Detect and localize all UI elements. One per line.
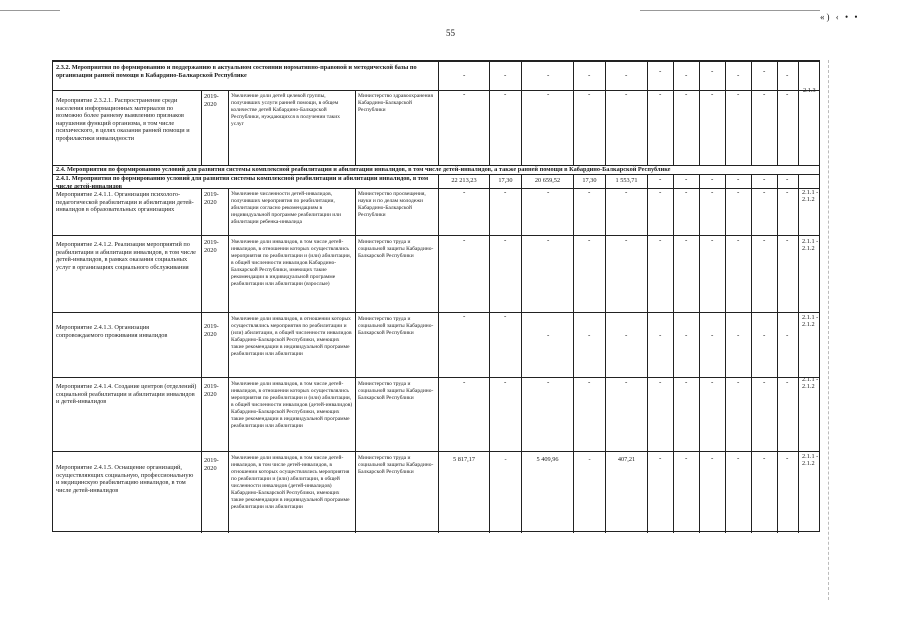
value-dash: -: [737, 175, 740, 183]
row-value: 5 817,17: [452, 456, 476, 463]
measure-executor: Министерство труда и социальной защиты Кабардино-Балкарской Республики: [358, 316, 434, 336]
measure-years: 2019- 2020: [204, 93, 219, 108]
measure-name: Мероприятие 2.4.1.5. Оснащение организаций, осуществляющих социальную, профессиональную и медицинскую реабилитацию инвалидов, в том числе детей-инвалидов: [56, 464, 194, 494]
value-dash: -: [659, 236, 662, 244]
measure-executor: Министерство труда и социальной защиты Кабардино-Балкарской Республики: [358, 381, 434, 401]
total-value: 1 553,71: [615, 177, 638, 184]
col-divider: [605, 61, 606, 165]
measure-years: 2019- 2020: [204, 457, 219, 472]
value-dash: -: [625, 236, 628, 244]
value-dash: -: [737, 71, 740, 79]
program-table: [52, 60, 820, 532]
value-dash: -: [763, 175, 766, 183]
margin-dash-line: [828, 60, 829, 600]
measure-years: 2019- 2020: [204, 383, 219, 398]
section-heading-2-4-1: 2.4.1. Мероприятия по формированию условий для развития системы комплексной реабилитации и абилитации инвалидов, в том числе детей-инвалидов: [56, 175, 429, 190]
total-value: 17,30: [498, 177, 513, 184]
value-dash: -: [504, 236, 507, 244]
col-divider: [699, 174, 700, 533]
row-value: 5 409,96: [536, 456, 559, 463]
value-dash: -: [786, 331, 789, 339]
section-heading-2-4: 2.4. Мероприятия по формированию условий для развития системы комплексной реабилитации и абилитации инвалидов, в том числе детей-инвалидов, а также ранней помощи в Кабардино-Балкарской Республике: [56, 166, 671, 173]
value-dash: -: [588, 188, 591, 196]
measure-indicator: Увеличение доли инвалидов, в том числе детей-инвалидов, в отношении которых осуществлялись мероприятия по реабилитации и (или) абилитации, в общей численности инвалидов Кабардино-Балкарской Республики, имеющих такие рекомендации в индивидуальной программе реабилитации или абилитации (взрослые): [231, 239, 352, 287]
value-dash: -: [737, 236, 740, 244]
value-dash: -: [588, 378, 591, 386]
col-divider: [355, 90, 356, 165]
measure-name: Мероприятие 2.3.2.1. Распространение среди населения информационных материалов по возможно более раннему выявлению признаков нарушения функций организма, в том числе психического, в целях оказания ранней помощи и профилактики инвалидности: [56, 97, 190, 142]
total-value: 22 213,23: [451, 177, 477, 184]
col-divider: [521, 174, 522, 533]
value-dash: -: [685, 175, 688, 183]
col-divider: [798, 61, 799, 165]
value-dash: -: [659, 454, 662, 462]
value-dash: -: [625, 188, 628, 196]
col-divider: [355, 188, 356, 533]
col-divider: [201, 90, 202, 165]
value-dash: -: [685, 331, 688, 339]
col-divider: [725, 61, 726, 165]
value-dash: -: [588, 236, 591, 244]
measure-indicator: Увеличение численности детей-инвалидов, получивших мероприятия по реабилитации, абилитации согласно рекомендациям в индивидуальной программе реабилитации или абилитации ребенка-инвалида: [231, 191, 341, 225]
col-divider: [438, 174, 439, 533]
value-dash: -: [504, 71, 507, 79]
col-divider: [751, 61, 752, 165]
measure-name: Мероприятие 2.4.1.1. Организация психолого-педагогической реабилитации и абилитации детей-инвалидов в образовательных организациях: [56, 191, 194, 214]
measure-years: 2019- 2020: [204, 239, 219, 254]
value-dash: -: [711, 378, 714, 386]
value-dash: -: [463, 188, 466, 196]
value-dash: -: [737, 454, 740, 462]
value-dash: -: [737, 378, 740, 386]
value-dash: -: [625, 90, 628, 98]
value-dash: -: [659, 188, 662, 196]
value-dash: -: [786, 71, 789, 79]
value-dash: -: [737, 331, 740, 339]
row-divider: [53, 451, 819, 452]
value-dash: -: [547, 331, 550, 339]
value-dash: -: [659, 90, 662, 98]
value-dash: -: [737, 188, 740, 196]
value-dash: -: [786, 90, 789, 98]
measure-executor: Министерство труда и социальной защиты Кабардино-Балкарской Республики: [358, 455, 434, 475]
corner-mark: «) ‹ • •: [820, 12, 860, 22]
indicator-code: 2.1.1 - 2.1.2: [802, 453, 819, 467]
value-dash: -: [463, 236, 466, 244]
col-divider: [777, 61, 778, 165]
row-divider: [53, 377, 819, 378]
page-number: 55: [446, 28, 455, 38]
row-value: -: [504, 456, 507, 463]
value-dash: -: [463, 71, 466, 79]
value-dash: -: [504, 90, 507, 98]
measure-years: 2019- 2020: [204, 323, 219, 338]
value-dash: -: [659, 331, 662, 339]
col-divider: [489, 61, 490, 165]
value-dash: -: [588, 331, 591, 339]
value-dash: -: [763, 67, 766, 75]
value-dash: -: [763, 90, 766, 98]
col-divider: [673, 61, 674, 165]
row-value: 407,21: [617, 456, 636, 463]
value-dash: -: [547, 236, 550, 244]
col-divider: [228, 188, 229, 533]
indicator-code: 2.1.1 - 2.1.2: [802, 314, 819, 328]
value-dash: -: [685, 188, 688, 196]
value-dash: -: [504, 378, 507, 386]
top-border-line: [0, 10, 60, 11]
value-dash: -: [711, 175, 714, 183]
value-dash: -: [463, 90, 466, 98]
value-dash: -: [504, 188, 507, 196]
value-dash: -: [711, 236, 714, 244]
col-divider: [699, 61, 700, 165]
measure-name: Мероприятие 2.4.1.3. Организация сопровождаемого проживания инвалидов: [56, 324, 168, 339]
indicator-code: 2.1.1 - 2.1.2: [802, 238, 819, 252]
measure-years: 2019- 2020: [204, 191, 219, 206]
col-divider: [228, 90, 229, 165]
total-value: 20 659,52: [534, 177, 561, 184]
measure-executor: Министерство просвещения, науки и по делам молодежи Кабардино-Балкарской Республики: [358, 191, 426, 218]
row-divider: [53, 235, 819, 236]
section-heading-2-3-2: 2.3.2. Мероприятия по формированию и поддержанию в актуальном состоянии нормативно-правовой и методической базы по организации ранней помощи в Кабардино-Балкарской Республике: [56, 64, 417, 79]
value-dash: -: [711, 188, 714, 196]
value-dash: -: [786, 188, 789, 196]
value-dash: -: [659, 378, 662, 386]
indicator-code: 2.1.1 - 2.1.2: [802, 189, 819, 203]
value-dash: -: [763, 331, 766, 339]
value-dash: -: [685, 378, 688, 386]
value-dash: -: [625, 378, 628, 386]
col-divider: [201, 188, 202, 533]
value-dash: -: [786, 175, 789, 183]
col-divider: [673, 174, 674, 533]
value-dash: -: [685, 454, 688, 462]
col-divider: [489, 174, 490, 533]
measure-executor: Министерство здравоохранения Кабардино-Балкарской Республики: [358, 93, 434, 113]
indicator-code: 2.1.3: [803, 87, 816, 94]
value-dash: -: [711, 67, 714, 75]
row-divider: [53, 61, 819, 62]
value-dash: -: [588, 71, 591, 79]
col-divider: [573, 174, 574, 533]
top-border-line: [640, 10, 820, 11]
value-dash: -: [659, 67, 662, 75]
indicator-code: 2.1.1 - 2.1.2: [802, 376, 819, 390]
value-dash: -: [504, 312, 507, 320]
total-value: 17,30: [582, 177, 597, 184]
value-dash: -: [763, 188, 766, 196]
value-dash: -: [547, 188, 550, 196]
value-dash: -: [786, 454, 789, 462]
value-dash: -: [463, 378, 466, 386]
col-divider: [647, 61, 648, 165]
col-divider: [798, 174, 799, 533]
value-dash: -: [625, 331, 628, 339]
value-dash: -: [685, 236, 688, 244]
value-dash: -: [659, 175, 662, 183]
measure-name: Мероприятие 2.4.1.4. Создание центров (отделений) социальной реабилитации и абилитации инвалидов и детей-инвалидов: [56, 383, 197, 406]
value-dash: -: [711, 331, 714, 339]
value-dash: -: [547, 378, 550, 386]
value-dash: -: [547, 90, 550, 98]
value-dash: -: [685, 90, 688, 98]
value-dash: -: [786, 378, 789, 386]
measure-indicator: Увеличение доли инвалидов, в отношении которых осуществлялись мероприятия по реабилитации и (или) абилитации, в общей численности инвалидов Кабардино-Балкарской Республики, имеющих такие рекомендации в индивидуальной программе реабилитации или абилитации: [231, 316, 352, 357]
value-dash: -: [625, 71, 628, 79]
col-divider: [573, 61, 574, 165]
measure-executor: Министерство труда и социальной защиты Кабардино-Балкарской Республики: [358, 239, 434, 259]
col-divider: [438, 61, 439, 165]
row-divider: [53, 90, 819, 91]
col-divider: [777, 174, 778, 533]
col-divider: [725, 174, 726, 533]
value-dash: -: [763, 454, 766, 462]
value-dash: -: [763, 236, 766, 244]
value-dash: -: [588, 90, 591, 98]
measure-indicator: Увеличение доли инвалидов, в том числе детей-инвалидов, в отношении которых осуществлялись мероприятия по реабилитации и (или) абилитации, в общей численности инвалидов (детей-инвалидов) Кабардино-Балкарской Республики, имеющих такие рекомендации в индивидуальной программе реабилитации или абилитации: [231, 381, 353, 429]
measure-name: Мероприятие 2.4.1.2. Реализация мероприятий по реабилитации и абилитации инвалидов, в том числе детей-инвалидов, в рамках оказания социальных услуг в организациях социального обслуживания: [56, 241, 196, 271]
col-divider: [647, 174, 648, 533]
col-divider: [751, 174, 752, 533]
col-divider: [605, 174, 606, 533]
value-dash: -: [786, 236, 789, 244]
value-dash: -: [737, 90, 740, 98]
measure-indicator: Увеличение доли инвалидов, в том числе детей-инвалидов, в том числе детей-инвалидов, в отношении которых осуществлялись мероприятия по реабилитации и (или) абилитации, в общей численности инвалидов (детей-инвалидов) Кабардино-Балкарской Республики, имеющих такие рекомендации в индивидуальной программе реабилитации или абилитации: [231, 455, 350, 510]
value-dash: -: [685, 71, 688, 79]
value-dash: -: [711, 454, 714, 462]
measure-indicator: Увеличение доли детей целевой группы, получивших услуги ранней помощи, в общем количестве детей Кабардино-Балкарской Республики, нуждающихся в получении таких услуг: [231, 93, 341, 127]
row-divider: [53, 312, 819, 313]
value-dash: -: [547, 71, 550, 79]
col-divider: [521, 61, 522, 165]
value-dash: -: [711, 90, 714, 98]
row-value: -: [588, 456, 591, 463]
value-dash: -: [763, 378, 766, 386]
value-dash: -: [463, 312, 466, 320]
